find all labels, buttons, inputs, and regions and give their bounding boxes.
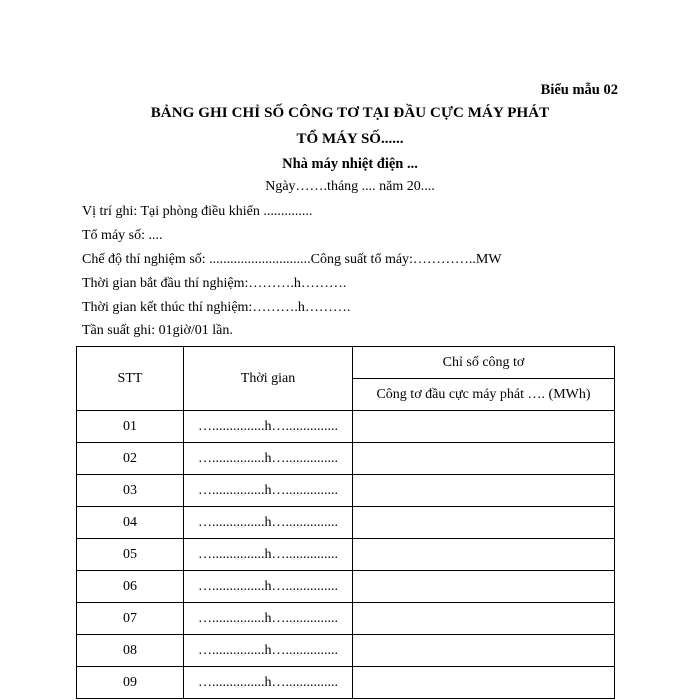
row-stt: 07 [77, 603, 184, 635]
meter-reading-table [76, 346, 615, 699]
row-stt: 08 [77, 635, 184, 667]
table-row [77, 443, 615, 475]
row-time: …...............h…............... [184, 507, 353, 539]
plant-name-title: Nhà máy nhiệt điện ... [282, 156, 418, 172]
header-time: Thời gian [184, 347, 353, 411]
row-time: …...............h…............... [184, 571, 353, 603]
form-code: Biểu mẫu 02 [540, 82, 618, 98]
unit-number-title: TỔ MÁY SỐ...... [296, 131, 404, 147]
table-row [77, 571, 615, 603]
table-row [77, 411, 615, 443]
row-stt: 03 [77, 475, 184, 507]
row-time: …...............h…............... [184, 603, 353, 635]
info-end-time: Thời gian kết thúc thí nghiệm:……….h………. [82, 300, 351, 315]
table-row [77, 635, 615, 667]
row-meter-value[interactable] [353, 571, 615, 603]
row-time: …...............h…............... [184, 539, 353, 571]
info-test-mode: Chế độ thí nghiệm số: .............................Công suất tổ máy:…………..MW [82, 252, 502, 267]
info-record-frequency: Tần suất ghi: 01giờ/01 lần. [82, 323, 233, 338]
row-time: …...............h…............... [184, 475, 353, 507]
row-meter-value[interactable] [353, 603, 615, 635]
row-time: …...............h…............... [184, 411, 353, 443]
row-meter-value[interactable] [353, 411, 615, 443]
row-time: …...............h…............... [184, 443, 353, 475]
header-stt: STT [77, 347, 184, 411]
table-row [77, 539, 615, 571]
header-meter-sub: Công tơ đầu cực máy phát …. (MWh) [353, 379, 615, 411]
row-meter-value[interactable] [353, 507, 615, 539]
row-time: …...............h…............... [184, 667, 353, 699]
info-unit-number: Tổ máy số: .... [82, 228, 163, 243]
row-meter-value[interactable] [353, 539, 615, 571]
header-meter-group: Chỉ số công tơ [353, 347, 615, 379]
table-row [77, 603, 615, 635]
row-stt: 09 [77, 667, 184, 699]
row-meter-value[interactable] [353, 443, 615, 475]
date-line: Ngày…….tháng .... năm 20.... [265, 179, 435, 194]
info-record-location: Vị trí ghi: Tại phòng điều khiển .............. [82, 204, 313, 219]
row-meter-value[interactable] [353, 635, 615, 667]
table-row [77, 507, 615, 539]
row-stt: 05 [77, 539, 184, 571]
row-meter-value[interactable] [353, 475, 615, 507]
document-title: BẢNG GHI CHỈ SỐ CÔNG TƠ TẠI ĐẦU CỰC MÁY PHÁT [150, 105, 550, 121]
table-row [77, 667, 615, 699]
row-stt: 01 [77, 411, 184, 443]
table-row [77, 475, 615, 507]
row-time: …...............h…............... [184, 635, 353, 667]
info-start-time: Thời gian bắt đầu thí nghiệm:……….h………. [82, 276, 347, 291]
row-stt: 06 [77, 571, 184, 603]
row-meter-value[interactable] [353, 667, 615, 699]
row-stt: 04 [77, 507, 184, 539]
row-stt: 02 [77, 443, 184, 475]
